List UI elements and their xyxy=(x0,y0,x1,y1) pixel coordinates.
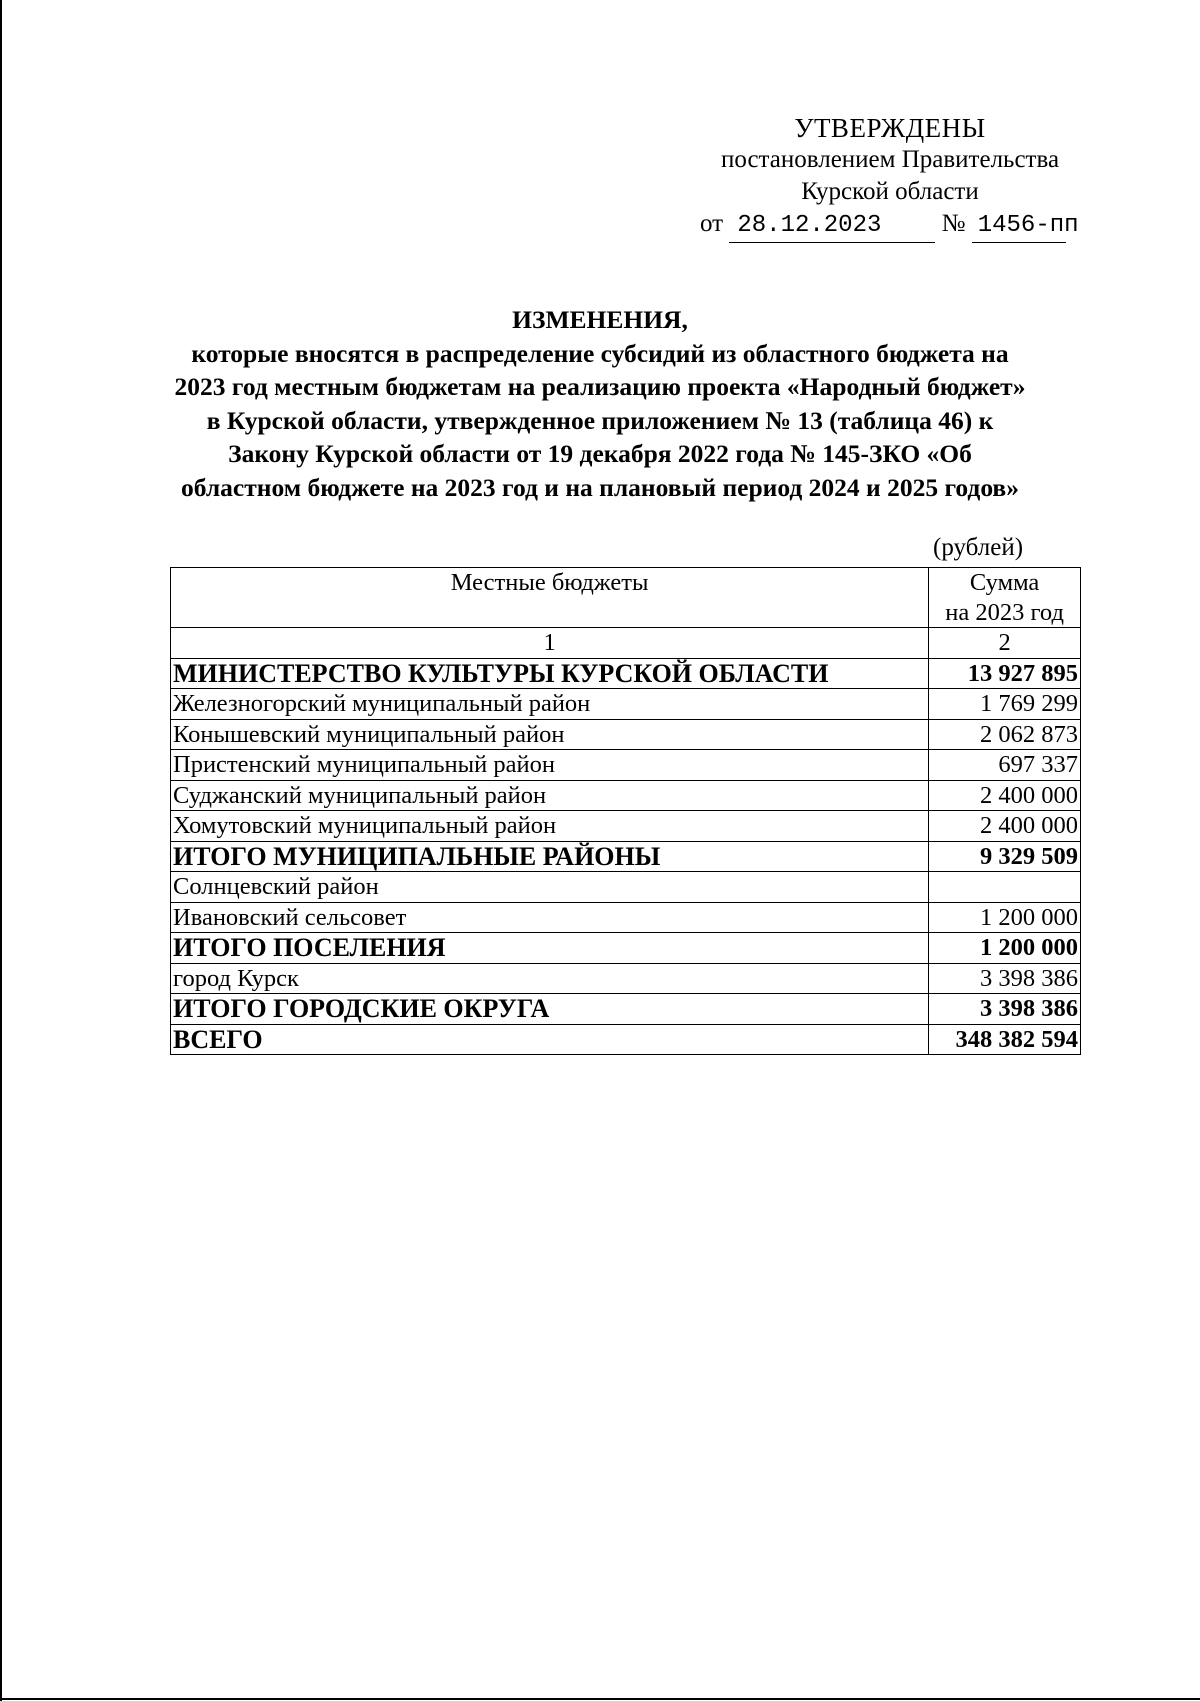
table-row xyxy=(171,658,1081,689)
approval-dateline xyxy=(700,208,1079,243)
approval-number: 1456-пп xyxy=(972,210,1066,243)
page-edge-left xyxy=(0,0,2,1701)
row-sum: 13 927 895 xyxy=(929,658,1081,689)
row-budget-name: Конышевский муниципальный район xyxy=(171,719,929,750)
table-body xyxy=(171,658,1081,1055)
row-budget-name: Солнцевский район xyxy=(171,872,929,903)
row-sum: 1 769 299 xyxy=(929,689,1081,720)
table-row xyxy=(171,689,1081,720)
row-sum: 2 400 000 xyxy=(929,780,1081,811)
row-budget-name: ВСЕГО xyxy=(171,1024,929,1055)
header-sum-line-2: на 2023 год xyxy=(945,598,1064,626)
units-label: (рублей) xyxy=(933,534,1024,561)
approval-line-2: Курской области xyxy=(801,178,979,205)
approval-line-1: постановлением Правительства xyxy=(720,146,1060,173)
row-budget-name: город Курск xyxy=(171,963,929,994)
table-header-row xyxy=(171,568,1081,628)
row-budget-name: ИТОГО ПОСЕЛЕНИЯ xyxy=(171,933,929,964)
table-row xyxy=(171,811,1081,842)
row-sum: 2 400 000 xyxy=(929,811,1081,842)
budget-table xyxy=(170,567,1081,1055)
table-row xyxy=(171,719,1081,750)
table-row xyxy=(171,902,1081,933)
row-sum xyxy=(929,872,1081,903)
row-sum: 348 382 594 xyxy=(929,1024,1081,1055)
table-row xyxy=(171,963,1081,994)
row-sum: 2 062 873 xyxy=(929,719,1081,750)
row-budget-name: ИТОГО ГОРОДСКИЕ ОКРУГА xyxy=(171,994,929,1025)
table-index-row xyxy=(171,628,1081,659)
table-row xyxy=(171,841,1081,872)
number-prefix: № xyxy=(941,210,966,237)
page-edge-bottom xyxy=(0,1698,1200,1700)
column-index-2: 2 xyxy=(929,628,1081,659)
header-local-budgets: Местные бюджеты xyxy=(171,568,929,628)
row-budget-name: Пристенский муниципальный район xyxy=(171,750,929,781)
table-row xyxy=(171,872,1081,903)
heading-line-2: 2023 год местным бюджетам на реализацию проекта «Народный бюджет» xyxy=(174,372,1026,401)
heading-line-1: которые вносятся в распределение субсидий из областного бюджета на xyxy=(191,338,1009,368)
row-sum: 3 398 386 xyxy=(929,963,1081,994)
row-sum: 1 200 000 xyxy=(929,933,1081,964)
row-budget-name: МИНИСТЕРСТВО КУЛЬТУРЫ КУРСКОЙ ОБЛАСТИ xyxy=(171,658,929,689)
table-row xyxy=(171,780,1081,811)
date-prefix: от xyxy=(700,210,724,237)
row-sum: 9 329 509 xyxy=(929,841,1081,872)
row-budget-name: ИТОГО МУНИЦИПАЛЬНЫЕ РАЙОНЫ xyxy=(171,841,929,872)
heading-line-4: Закону Курской области от 19 декабря 2022 года № 145-ЗКО «Об xyxy=(228,439,972,468)
table-row xyxy=(171,1024,1081,1055)
header-sum xyxy=(929,568,1081,628)
document-heading xyxy=(140,303,1060,504)
row-sum: 697 337 xyxy=(929,750,1081,781)
heading-line-5: областном бюджете на 2023 год и на плановый период 2024 и 2025 годов» xyxy=(181,472,1019,502)
row-budget-name: Железногорский муниципальный район xyxy=(171,689,929,720)
row-budget-name: Суджанский муниципальный район xyxy=(171,780,929,811)
approval-date: 28.12.2023 xyxy=(729,210,935,243)
row-sum: 1 200 000 xyxy=(929,902,1081,933)
table-row xyxy=(171,750,1081,781)
row-budget-name: Хомутовский муниципальный район xyxy=(171,811,929,842)
approval-title: УТВЕРЖДЕНЫ xyxy=(794,113,986,143)
table-row xyxy=(171,994,1081,1025)
heading-line-3: в Курской области, утвержденное приложением № 13 (таблица 46) к xyxy=(206,405,994,435)
approval-stamp xyxy=(690,112,1090,208)
heading-title: ИЗМЕНЕНИЯ, xyxy=(512,305,688,334)
row-sum: 3 398 386 xyxy=(929,994,1081,1025)
table-row xyxy=(171,933,1081,964)
header-sum-line-1: Сумма xyxy=(969,569,1040,596)
row-budget-name: Ивановский сельсовет xyxy=(171,902,929,933)
column-index-1: 1 xyxy=(171,628,929,659)
